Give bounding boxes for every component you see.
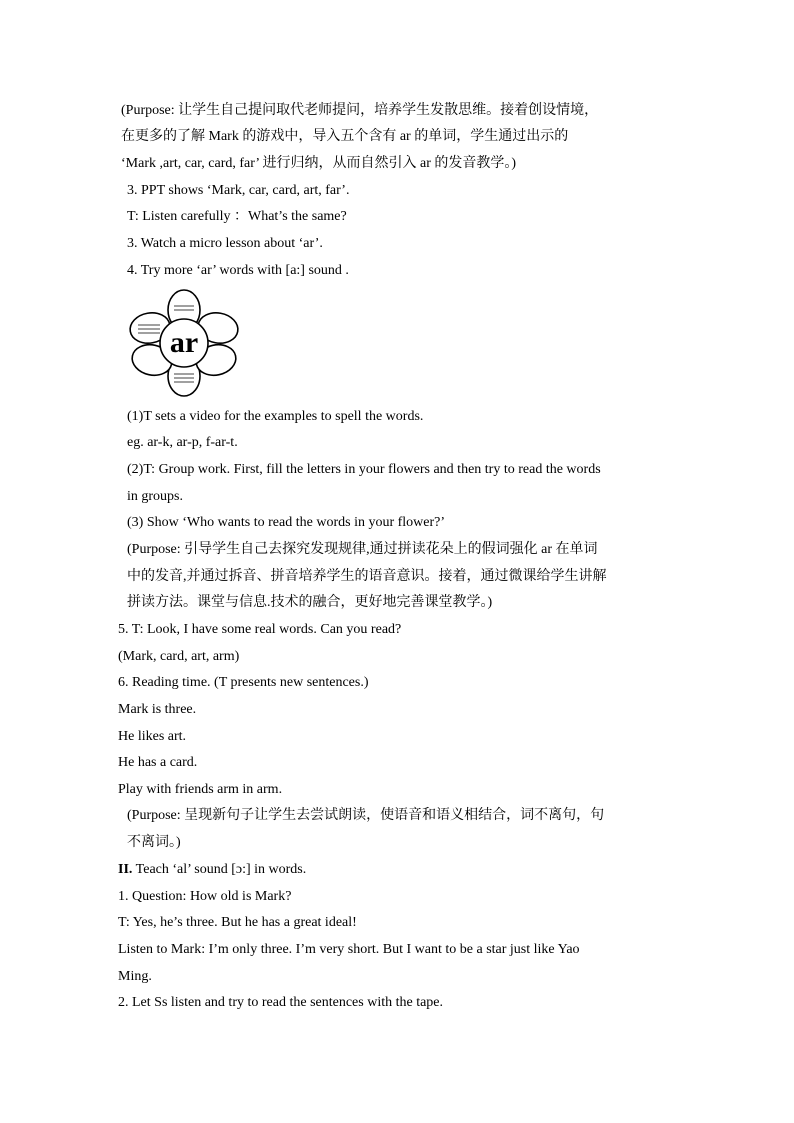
sentence-2: He likes art. [118,729,187,744]
flower-center-text: ar [169,326,199,359]
purpose-note-line-3: ‘Mark ,art, car, card, far’ 进行归纳，从而自然引入 ar 的发音教学。) [121,156,517,171]
sentence-4: Play with friends arm in arm. [118,782,283,797]
purpose-note3-line-2: 不离词。) [127,835,181,850]
section-heading-al-sound [118,860,306,880]
section-number: II. [118,862,133,877]
purpose-note2-line-1: (Purpose: 引导学生自己去探究发现规律,通过拼读花朵上的假词强化 ar 在单词 [127,542,598,557]
teacher-great-ideal: T: Yes, he’s three. But he has a great ideal! [118,915,357,930]
step-listen-tape: 2. Let Ss listen and try to read the sentences with the tape. [118,995,444,1010]
activity-video-examples: (1)T sets a video for the examples to spell the words. [127,409,424,424]
activity-group-work-cont: in groups. [127,489,183,504]
flower-icon [128,288,240,398]
purpose-note-line-1: (Purpose: 让学生自己提问取代老师提问，培养学生发散思维。接着创设情境， [121,103,599,118]
step-reading-time: 6. Reading time. (T presents new sentences.) [118,675,369,690]
sentence-3: He has a card. [118,755,198,770]
activity-examples: eg. ar-k, ar-p, f-ar-t. [127,435,238,450]
step-try-more-words: 4. Try more ‘ar’ words with [a:] sound . [127,263,349,278]
step-question: 1. Question: How old is Mark? [118,889,292,904]
listen-to-mark: Listen to Mark: I’m only three. I’m very short. But I want to be a star just like Yao [118,942,580,957]
step-real-words: 5. T: Look, I have some real words. Can you read? [118,622,402,637]
activity-show-words: (3) Show ‘Who wants to read the words in your flower?’ [127,515,446,530]
section-title: Teach ‘al’ sound [ɔ:] in words. [132,862,307,877]
purpose-note-line-2: 在更多的了解 Mark 的游戏中，导入五个含有 ar 的单词，学生通过出示的 [121,129,569,144]
activity-group-work: (2)T: Group work. First, fill the letters in your flowers and then try to read the words [127,462,601,477]
sentence-1: Mark is three. [118,702,197,717]
ar-flower-image [128,288,240,398]
listen-to-mark-cont: Ming. [118,969,152,984]
step-watch-micro-lesson: 3. Watch a micro lesson about ‘ar’. [127,236,323,251]
purpose-note2-line-2: 中的发音,并通过拆音、拼音培养学生的语音意识。接着，通过微课给学生讲解 [127,569,607,584]
purpose-note3-line-1: (Purpose: 呈现新句子让学生去尝试朗读，使语音和语义相结合，词不离句，句 [127,808,605,823]
teacher-listen-carefully: T: Listen carefully ：What’s the same? [127,209,347,224]
step-ppt-shows: 3. PPT shows ‘Mark, car, card, art, far’. [127,183,350,198]
real-words-list: (Mark, card, art, arm) [118,649,240,664]
purpose-note2-line-3: 拼读方法。课堂与信息.技术的融合，更好地完善课堂教学。) [127,595,493,610]
